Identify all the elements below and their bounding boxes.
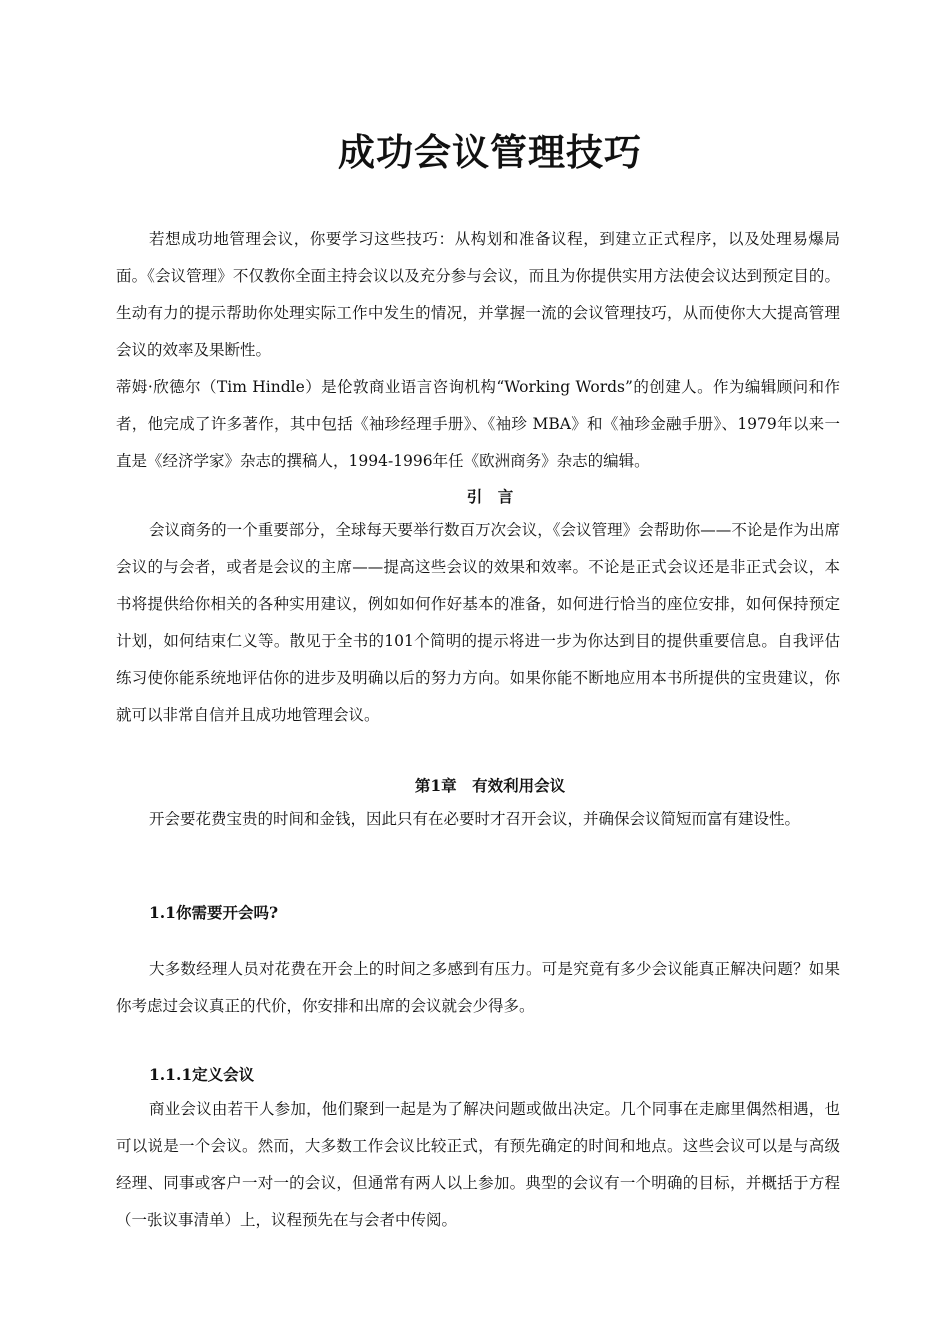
chapter-1-heading: 第1章 有效利用会议 <box>414 776 566 795</box>
document-title: 成功会议管理技巧 <box>338 131 642 174</box>
section-1-1-1-paragraph: 商业会议由若干人参加，他们聚到一起是为了解决问题或做出决定。几个同事在走廊里偶然相遇，也可以说是一个会议。然而，大多数工作会议比较正式，有预先确定的时间和地点。这些会议可以是与高级经理、同事或客户一对一的会议，但通常有两人以上参加。典型的会议有一个明确的目标，并概括于方程（一张议事清单）上，议程预先在与会者中传阅。 <box>116 1100 840 1229</box>
section-1-1-1-heading: 1.1.1定义会议 <box>149 1065 255 1084</box>
section-1-1-heading: 1.1你需要开会吗? <box>149 903 279 922</box>
chapter-1-paragraph: 开会要花费宝贵的时间和金钱，因此只有在必要时才召开会议，并确保会议简短而富有建设性。 <box>149 810 801 828</box>
section-1-1-paragraph: 大多数经理人员对花费在开会上的时间之多感到有压力。可是究竟有多少会议能真正解决问题？如果你考虑过会议真正的代价，你安排和出席的会议就会少得多。 <box>116 960 840 1015</box>
preface-paragraph: 会议商务的一个重要部分，全球每天要举行数百万次会议，《会议管理》会帮助你——不论是作为出席会议的与会者，或者是会议的主席——提高这些会议的效果和效率。不论是正式会议还是非正式会议，本书将提供给你相关的各种实用建议，例如如何作好基本的准备，如何进行恰当的座位安排，如何保持预定计划，如何结束仁义等。散见于全书的101个简明的提示将进一步为你达到目的提供重要信息。自我评估练习使你能系统地评估你的进步及明确以后的努力方向。如果你能不断地应用本书所提供的宝贵建议，你就可以非常自信并且成功地管理会议。 <box>116 521 840 724</box>
preface-heading: 引 言 <box>466 487 514 506</box>
intro-paragraph-1: 若想成功地管理会议，你要学习这些技巧：从构划和准备议程，到建立正式程序，以及处理易爆局面。《会议管理》不仅教你全面主持会议以及充分参与会议，而且为你提供实用方法使会议达到预定目的。生动有力的提示帮助你处理实际工作中发生的情况，并掌握一流的会议管理技巧，从而使你大大提高管理会议的效率及果断性。 <box>116 230 840 359</box>
intro-paragraph-2: 蒂姆·欣德尔（Tim Hindle）是伦敦商业语言咨询机构“Working Words”的创建人。作为编辑顾问和作者，他完成了许多著作，其中包括《袖珍经理手册》、《袖珍 MBA》和《袖珍金融手册》、1979年以来一直是《经济学家》杂志的撰稿人，1994-1996年任《欧洲商务》杂志的编辑。 <box>116 378 840 470</box>
